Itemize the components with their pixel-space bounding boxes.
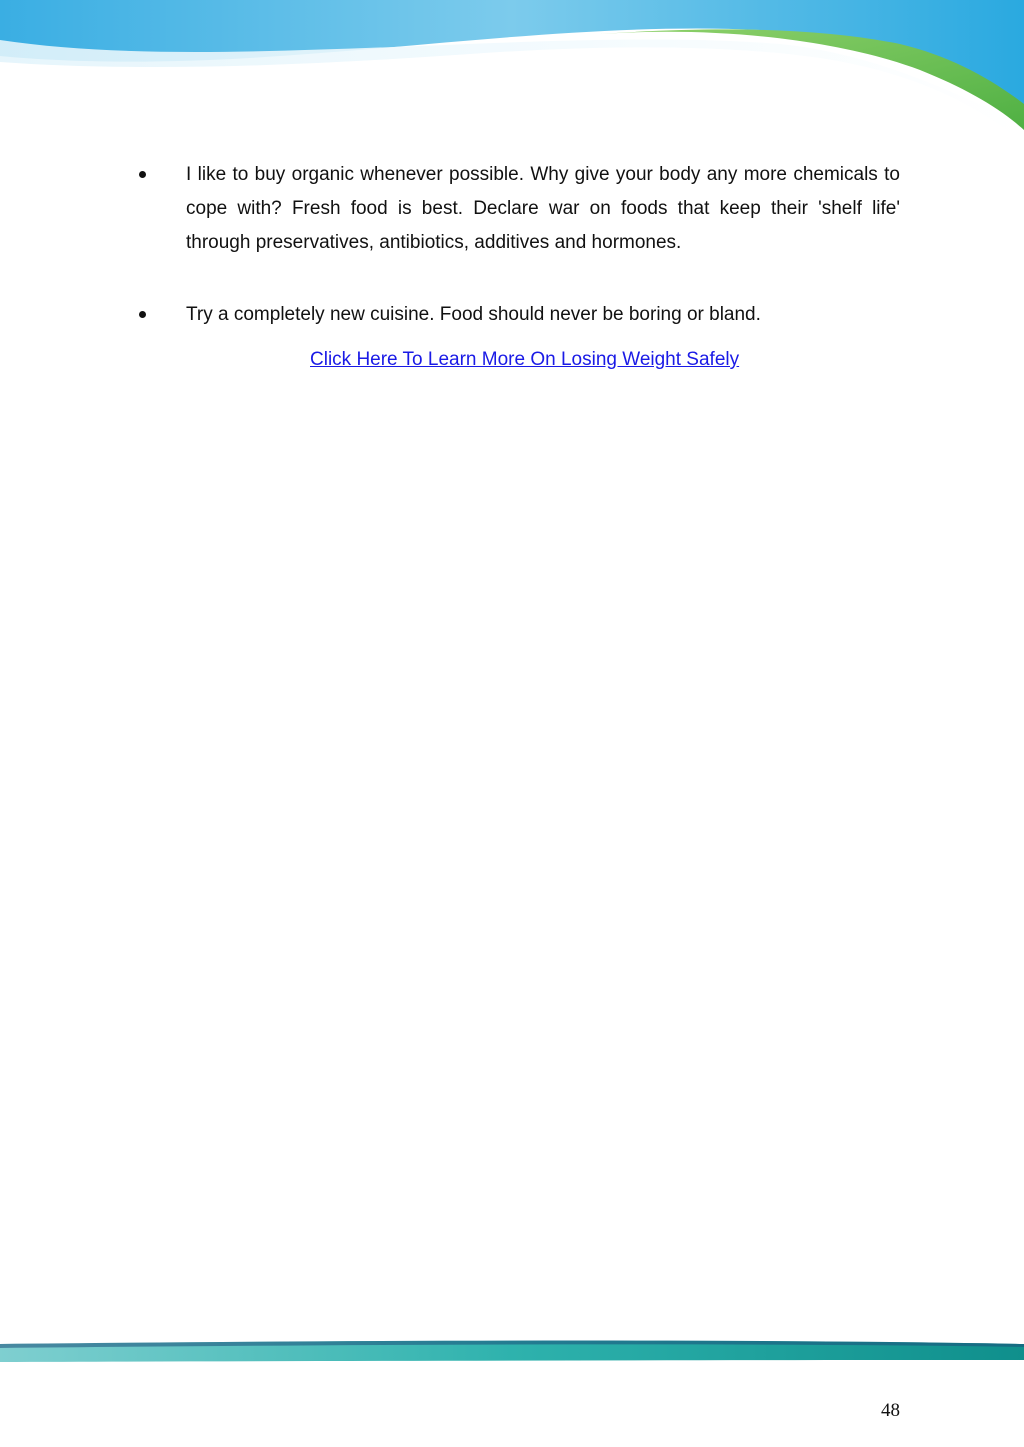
page-number: 48 [881, 1400, 900, 1421]
header-wave-banner [0, 0, 1024, 140]
bullet-item-organic [137, 158, 900, 260]
page-content [137, 158, 900, 373]
bullet-item-cuisine [137, 298, 900, 332]
learn-more-link[interactable]: Click Here To Learn More On Losing Weight Safely [310, 349, 740, 370]
learn-more-line [137, 347, 900, 373]
bullet-dot-icon [139, 311, 146, 318]
footer-teal-strip [0, 1336, 1024, 1368]
bullet-dot-icon [139, 171, 146, 178]
bullet-text: Try a completely new cuisine. Food should never be boring or bland. [186, 304, 761, 325]
bullet-list [137, 158, 900, 332]
bullet-text: I like to buy organic whenever possible. Why give your body any more chemicals to cope with? Fresh food is best. Declare war on foods that keep their 'shelf life' through preservatives, antibiotics, additives and hormones. [186, 164, 900, 253]
